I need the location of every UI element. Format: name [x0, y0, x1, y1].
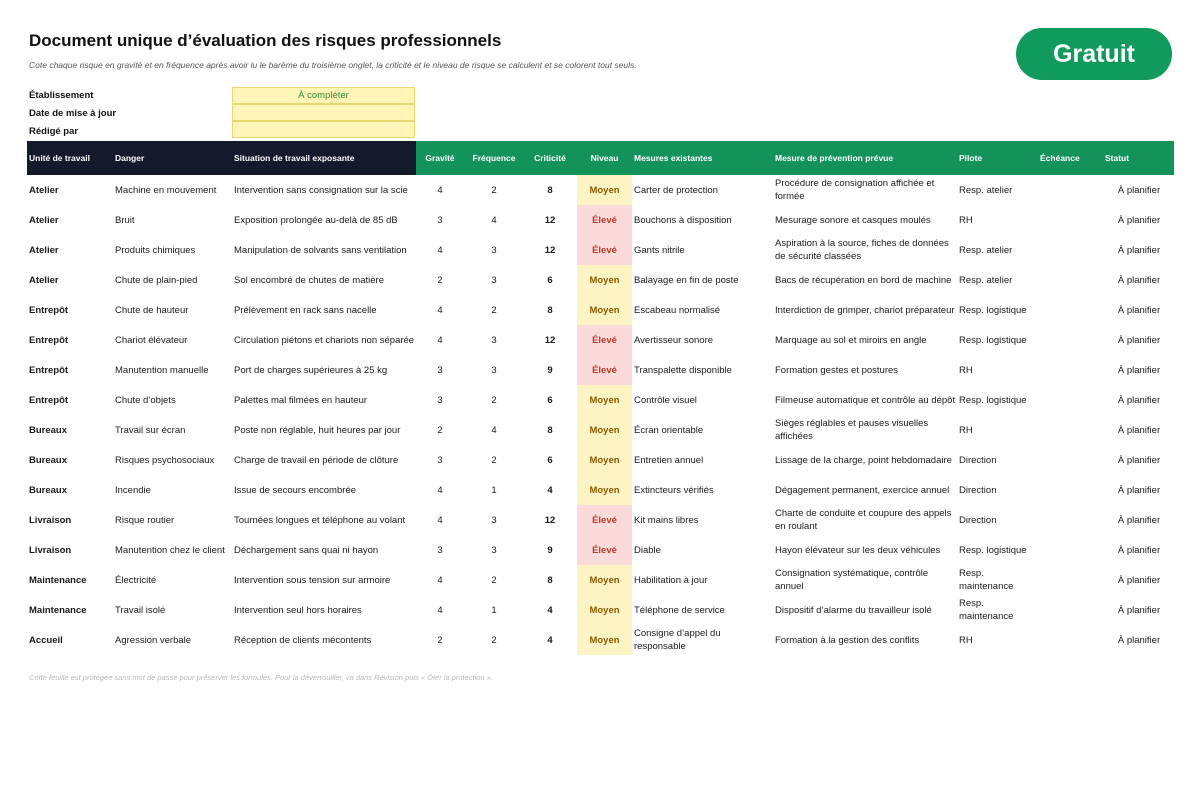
table-row[interactable]: [27, 235, 1174, 265]
cell-echeance[interactable]: [1040, 475, 1100, 505]
cell-echeance[interactable]: [1040, 355, 1100, 385]
cell-echeance[interactable]: [1040, 235, 1100, 265]
cell-prevention[interactable]: Formation gestes et postures: [775, 364, 899, 376]
header-prevention[interactable]: Mesure de prévention prévue: [775, 153, 894, 163]
cell-prevention[interactable]: Filmeuse automatique et contrôle au dépôt: [775, 394, 956, 406]
cell-frequence[interactable]: 2: [491, 454, 497, 466]
etablissement-field[interactable]: À compléter: [232, 87, 415, 104]
header-danger[interactable]: Danger: [115, 153, 145, 163]
cell-danger[interactable]: Manutention chez le client: [115, 544, 225, 556]
cell-pilote[interactable]: RH: [959, 214, 973, 226]
cell-mesures[interactable]: Contrôle visuel: [634, 394, 697, 406]
cell-echeance[interactable]: [1040, 175, 1100, 205]
cell-niveau[interactable]: Moyen: [577, 595, 632, 625]
cell-situation[interactable]: Exposition prolongée au-delà de 85 dB: [234, 214, 398, 226]
cell-statut[interactable]: À planifier: [1117, 544, 1161, 556]
cell-danger[interactable]: Produits chimiques: [115, 244, 196, 256]
cell-criticite[interactable]: 6: [547, 394, 553, 406]
cell-unite[interactable]: Entrepôt: [29, 334, 69, 346]
cell-mesures[interactable]: Habilitation à jour: [634, 574, 708, 586]
cell-echeance[interactable]: [1040, 205, 1100, 235]
cell-pilote[interactable]: Resp. logistique: [959, 544, 1027, 556]
date-label: Date de mise à jour: [29, 108, 117, 119]
cell-niveau[interactable]: Moyen: [577, 385, 632, 415]
cell-frequence[interactable]: 1: [491, 484, 497, 496]
cell-unite[interactable]: Entrepôt: [29, 394, 69, 406]
cell-danger[interactable]: Chute de plain-pied: [115, 274, 198, 286]
cell-situation[interactable]: Intervention seul hors horaires: [234, 604, 362, 616]
table-row[interactable]: [27, 205, 1174, 235]
cell-pilote[interactable]: Direction: [959, 514, 997, 526]
cell-prevention[interactable]: Aspiration à la source, fiches de données de sécurité classées: [775, 238, 949, 262]
cell-unite[interactable]: Entrepôt: [29, 364, 69, 376]
cell-situation[interactable]: Palettes mal filmées en hauteur: [234, 394, 368, 406]
cell-situation[interactable]: Issue de secours encombrée: [234, 484, 356, 496]
cell-echeance[interactable]: [1040, 295, 1100, 325]
cell-pilote[interactable]: Resp. atelier: [959, 274, 1013, 286]
cell-statut[interactable]: À planifier: [1117, 424, 1161, 436]
table-row[interactable]: [27, 475, 1174, 505]
cell-mesures[interactable]: Extincteurs vérifiés: [634, 484, 714, 496]
cell-criticite[interactable]: 6: [547, 454, 553, 466]
cell-pilote[interactable]: Resp. logistique: [959, 334, 1027, 346]
cell-niveau[interactable]: Élevé: [577, 205, 632, 235]
cell-prevention[interactable]: Mesurage sonore et casques moulés: [775, 214, 931, 226]
cell-statut[interactable]: À planifier: [1117, 454, 1161, 466]
cell-echeance[interactable]: [1040, 445, 1100, 475]
cell-mesures[interactable]: Entretien annuel: [634, 454, 704, 466]
cell-situation[interactable]: Intervention sans consignation sur la scie: [234, 184, 408, 196]
cell-criticite[interactable]: 8: [547, 424, 553, 436]
cell-unite[interactable]: Maintenance: [29, 574, 87, 586]
cell-echeance[interactable]: [1040, 265, 1100, 295]
header-unite[interactable]: Unité de travail: [29, 153, 90, 163]
cell-gravite[interactable]: 3: [437, 454, 443, 466]
cell-prevention[interactable]: Consignation systématique, contrôle annuel: [775, 568, 929, 592]
cell-niveau[interactable]: Moyen: [577, 265, 632, 295]
cell-niveau[interactable]: Élevé: [577, 325, 632, 355]
cell-situation[interactable]: Prélèvement en rack sans nacelle: [234, 304, 377, 316]
cell-danger[interactable]: Travail isolé: [115, 604, 166, 616]
cell-danger[interactable]: Chute d’objets: [115, 394, 176, 406]
cell-gravite[interactable]: 2: [437, 274, 443, 286]
cell-gravite[interactable]: 3: [437, 364, 443, 376]
cell-mesures[interactable]: Carter de protection: [634, 184, 718, 196]
cell-mesures[interactable]: Transpalette disponible: [634, 364, 732, 376]
cell-niveau[interactable]: Élevé: [577, 235, 632, 265]
cell-situation[interactable]: Port de charges supérieures à 25 kg: [234, 364, 388, 376]
cell-prevention[interactable]: Dispositif d’alarme du travailleur isolé: [775, 604, 932, 616]
cell-niveau[interactable]: Moyen: [577, 295, 632, 325]
cell-danger[interactable]: Chariot élévateur: [115, 334, 188, 346]
cell-frequence[interactable]: 3: [491, 274, 497, 286]
cell-statut[interactable]: À planifier: [1117, 604, 1161, 616]
cell-danger[interactable]: Risque routier: [115, 514, 175, 526]
cell-echeance[interactable]: [1040, 595, 1100, 625]
cell-prevention[interactable]: Bacs de récupération en bord de machine: [775, 274, 952, 286]
cell-mesures[interactable]: Avertisseur sonore: [634, 334, 714, 346]
cell-prevention[interactable]: Procédure de consignation affichée et formée: [775, 178, 935, 202]
cell-gravite[interactable]: 4: [437, 514, 443, 526]
table-row[interactable]: [27, 295, 1174, 325]
cell-unite[interactable]: Atelier: [29, 274, 59, 286]
header-statut[interactable]: Statut: [1105, 153, 1130, 163]
cell-frequence[interactable]: 2: [491, 304, 497, 316]
cell-danger[interactable]: Incendie: [115, 484, 151, 496]
cell-statut[interactable]: À planifier: [1117, 244, 1161, 256]
protection-note: Cette feuille est protégée sans mot de passe pour préserver les formules. Pour la déverrouiller, va dans Révision puis « Ôter la protection ».: [29, 673, 493, 682]
table-row[interactable]: [27, 625, 1174, 655]
cell-prevention[interactable]: Interdiction de grimper, chariot préparateur: [775, 304, 955, 316]
cell-prevention[interactable]: Charte de conduite et coupure des appels en roulant: [775, 508, 952, 532]
date-field[interactable]: [232, 104, 415, 121]
cell-gravite[interactable]: 3: [437, 214, 443, 226]
cell-gravite[interactable]: 4: [437, 304, 443, 316]
cell-echeance[interactable]: [1040, 415, 1100, 445]
cell-unite[interactable]: Bureaux: [29, 424, 68, 436]
cell-unite[interactable]: Entrepôt: [29, 304, 69, 316]
cell-danger[interactable]: Agression verbale: [115, 634, 192, 646]
cell-mesures[interactable]: Bouchons à disposition: [634, 214, 732, 226]
cell-criticite[interactable]: 9: [547, 364, 553, 376]
cell-frequence[interactable]: 3: [491, 544, 497, 556]
cell-pilote[interactable]: RH: [959, 634, 973, 646]
header-situation[interactable]: Situation de travail exposante: [234, 153, 355, 163]
cell-statut[interactable]: À planifier: [1117, 274, 1161, 286]
cell-criticite[interactable]: 9: [547, 544, 553, 556]
free-badge: Gratuit: [1016, 28, 1172, 80]
table-row[interactable]: [27, 415, 1174, 445]
cell-mesures[interactable]: Téléphone de service: [634, 604, 725, 616]
cell-frequence[interactable]: 3: [491, 514, 497, 526]
cell-danger[interactable]: Bruit: [115, 214, 135, 226]
cell-unite[interactable]: Atelier: [29, 184, 59, 196]
cell-statut[interactable]: À planifier: [1117, 634, 1161, 646]
cell-frequence[interactable]: 2: [491, 634, 497, 646]
redige-field[interactable]: [232, 121, 415, 138]
cell-pilote[interactable]: Resp. maintenance: [959, 568, 1014, 592]
etablissement-label: Établissement: [29, 90, 94, 101]
cell-mesures[interactable]: Diable: [634, 544, 661, 556]
cell-mesures[interactable]: Écran orientable: [634, 424, 704, 436]
cell-statut[interactable]: À planifier: [1117, 514, 1161, 526]
cell-unite[interactable]: Atelier: [29, 214, 59, 226]
cell-echeance[interactable]: [1040, 625, 1100, 655]
cell-mesures[interactable]: Gants nitrile: [634, 244, 685, 256]
cell-unite[interactable]: Livraison: [29, 544, 72, 556]
cell-criticite[interactable]: 6: [547, 274, 553, 286]
cell-frequence[interactable]: 3: [491, 364, 497, 376]
header-echeance[interactable]: Échéance: [1040, 153, 1080, 163]
cell-criticite[interactable]: 12: [544, 334, 556, 346]
cell-echeance[interactable]: [1040, 325, 1100, 355]
redige-label: Rédigé par: [29, 126, 79, 137]
page-subtitle: Cote chaque risque en gravité et en fréquence après avoir lu le barème du troisième onglet, la criticité et le niveau de risque se calculent et se colorent tout seuls.: [29, 60, 637, 70]
cell-niveau[interactable]: Moyen: [577, 415, 632, 445]
cell-danger[interactable]: Travail sur écran: [115, 424, 186, 436]
cell-danger[interactable]: Risques psychosociaux: [115, 454, 215, 466]
cell-frequence[interactable]: 2: [491, 394, 497, 406]
cell-frequence[interactable]: 3: [491, 244, 497, 256]
cell-echeance[interactable]: [1040, 505, 1100, 535]
cell-unite[interactable]: Maintenance: [29, 604, 87, 616]
risk-table: [27, 175, 1174, 655]
cell-echeance[interactable]: [1040, 385, 1100, 415]
cell-danger[interactable]: Électricité: [115, 574, 157, 586]
cell-criticite[interactable]: 8: [547, 574, 553, 586]
cell-pilote[interactable]: Resp. atelier: [959, 184, 1013, 196]
table-row[interactable]: [27, 325, 1174, 355]
cell-gravite[interactable]: 3: [437, 394, 443, 406]
table-row[interactable]: [27, 535, 1174, 565]
cell-prevention[interactable]: Marquage au sol et miroirs en angle: [775, 334, 927, 346]
cell-gravite[interactable]: 4: [437, 334, 443, 346]
cell-niveau[interactable]: Moyen: [577, 175, 632, 205]
cell-frequence[interactable]: 1: [491, 604, 497, 616]
cell-prevention[interactable]: Hayon élévateur sur les deux véhicules: [775, 544, 941, 556]
cell-criticite[interactable]: 12: [544, 214, 556, 226]
table-row[interactable]: [27, 445, 1174, 475]
cell-danger[interactable]: Manutention manuelle: [115, 364, 209, 376]
cell-statut[interactable]: À planifier: [1117, 304, 1161, 316]
cell-situation[interactable]: Tournées longues et téléphone au volant: [234, 514, 406, 526]
cell-criticite[interactable]: 4: [547, 484, 553, 496]
header-mesures[interactable]: Mesures existantes: [634, 153, 713, 163]
cell-statut[interactable]: À planifier: [1117, 364, 1161, 376]
cell-situation[interactable]: Réception de clients mécontents: [234, 634, 372, 646]
cell-criticite[interactable]: 12: [544, 514, 556, 526]
cell-pilote[interactable]: Resp. logistique: [959, 304, 1027, 316]
cell-criticite[interactable]: 12: [544, 244, 556, 256]
cell-situation[interactable]: Intervention sous tension sur armoire: [234, 574, 391, 586]
cell-statut[interactable]: À planifier: [1117, 214, 1161, 226]
cell-criticite[interactable]: 4: [547, 604, 553, 616]
cell-gravite[interactable]: 4: [437, 184, 443, 196]
cell-criticite[interactable]: 8: [547, 304, 553, 316]
cell-mesures[interactable]: Balayage en fin de poste: [634, 274, 739, 286]
header-niveau[interactable]: Niveau: [590, 153, 619, 163]
cell-niveau[interactable]: Moyen: [577, 565, 632, 595]
cell-pilote[interactable]: Direction: [959, 484, 997, 496]
table-row[interactable]: [27, 385, 1174, 415]
cell-pilote[interactable]: Resp. logistique: [959, 394, 1027, 406]
cell-pilote[interactable]: Resp. atelier: [959, 244, 1013, 256]
table-row[interactable]: [27, 565, 1174, 595]
cell-niveau[interactable]: Moyen: [577, 475, 632, 505]
cell-situation[interactable]: Sol encombré de chutes de matière: [234, 274, 384, 286]
cell-pilote[interactable]: Direction: [959, 454, 997, 466]
cell-gravite[interactable]: 4: [437, 244, 443, 256]
cell-situation[interactable]: Poste non réglable, huit heures par jour: [234, 424, 401, 436]
cell-frequence[interactable]: 4: [491, 424, 497, 436]
cell-mesures[interactable]: Kit mains libres: [634, 514, 699, 526]
header-frequence[interactable]: Fréquence: [472, 153, 516, 163]
cell-prevention[interactable]: Sièges réglables et pauses visuelles affichées: [775, 418, 929, 442]
cell-niveau[interactable]: Élevé: [577, 535, 632, 565]
cell-niveau[interactable]: Moyen: [577, 445, 632, 475]
cell-situation[interactable]: Charge de travail en période de clôture: [234, 454, 399, 466]
cell-frequence[interactable]: 3: [491, 334, 497, 346]
cell-unite[interactable]: Accueil: [29, 634, 63, 646]
page-title: Document unique d’évaluation des risques professionnels: [29, 31, 502, 50]
cell-frequence[interactable]: 4: [491, 214, 497, 226]
cell-statut[interactable]: À planifier: [1117, 484, 1161, 496]
cell-gravite[interactable]: 3: [437, 544, 443, 556]
cell-criticite[interactable]: 4: [547, 634, 553, 646]
cell-situation[interactable]: Manipulation de solvants sans ventilation: [234, 244, 407, 256]
cell-prevention[interactable]: Lissage de la charge, point hebdomadaire: [775, 454, 952, 466]
cell-mesures[interactable]: Escabeau normalisé: [634, 304, 721, 316]
cell-gravite[interactable]: 2: [437, 424, 443, 436]
cell-mesures[interactable]: Consigne d’appel du responsable: [634, 628, 721, 652]
cell-danger[interactable]: Chute de hauteur: [115, 304, 189, 316]
cell-situation[interactable]: Circulation piétons et chariots non séparée: [234, 334, 415, 346]
cell-statut[interactable]: À planifier: [1117, 394, 1161, 406]
cell-pilote[interactable]: Resp. maintenance: [959, 598, 1014, 622]
cell-pilote[interactable]: RH: [959, 424, 973, 436]
cell-statut[interactable]: À planifier: [1117, 574, 1161, 586]
header-pilote[interactable]: Pilote: [959, 153, 983, 163]
cell-niveau[interactable]: Élevé: [577, 355, 632, 385]
cell-unite[interactable]: Bureaux: [29, 484, 68, 496]
cell-prevention[interactable]: Formation à la gestion des conflits: [775, 634, 920, 646]
cell-unite[interactable]: Livraison: [29, 514, 72, 526]
cell-niveau[interactable]: Élevé: [577, 505, 632, 535]
cell-frequence[interactable]: 2: [491, 574, 497, 586]
cell-criticite[interactable]: 8: [547, 184, 553, 196]
cell-gravite[interactable]: 2: [437, 634, 443, 646]
table-row[interactable]: [27, 595, 1174, 625]
table-row[interactable]: [27, 355, 1174, 385]
cell-statut[interactable]: À planifier: [1117, 184, 1161, 196]
cell-echeance[interactable]: [1040, 535, 1100, 565]
table-row[interactable]: [27, 265, 1174, 295]
cell-gravite[interactable]: 4: [437, 484, 443, 496]
cell-pilote[interactable]: RH: [959, 364, 973, 376]
cell-gravite[interactable]: 4: [437, 604, 443, 616]
table-row[interactable]: [27, 505, 1174, 535]
cell-unite[interactable]: Bureaux: [29, 454, 68, 466]
header-criticite[interactable]: Criticité: [534, 153, 566, 163]
cell-gravite[interactable]: 4: [437, 574, 443, 586]
table-header: [27, 141, 1174, 175]
cell-niveau[interactable]: Moyen: [577, 625, 632, 655]
cell-prevention[interactable]: Dégagement permanent, exercice annuel: [775, 484, 950, 496]
cell-statut[interactable]: À planifier: [1117, 334, 1161, 346]
cell-echeance[interactable]: [1040, 565, 1100, 595]
cell-frequence[interactable]: 2: [491, 184, 497, 196]
header-gravite[interactable]: Gravité: [425, 153, 455, 163]
table-row[interactable]: [27, 175, 1174, 205]
cell-danger[interactable]: Machine en mouvement: [115, 184, 217, 196]
cell-unite[interactable]: Atelier: [29, 244, 59, 256]
cell-situation[interactable]: Déchargement sans quai ni hayon: [234, 544, 379, 556]
